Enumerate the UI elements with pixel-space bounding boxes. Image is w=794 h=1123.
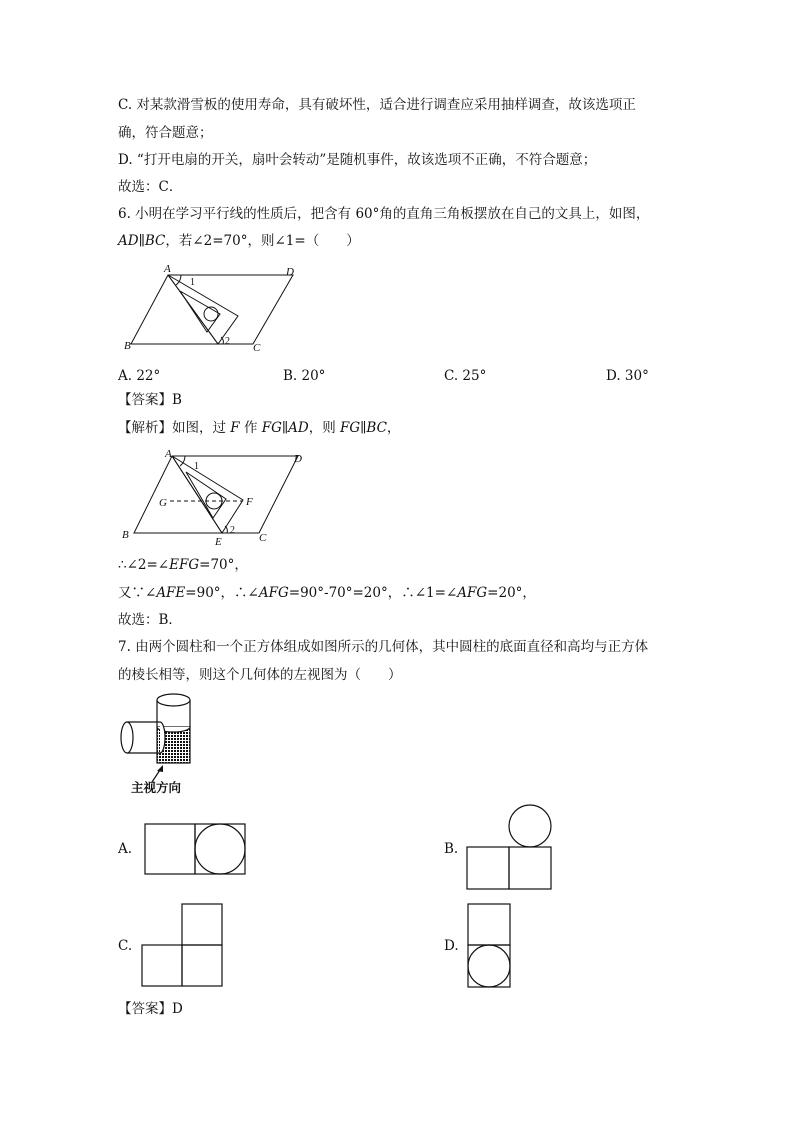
q6-step2-a: 又∵∠ <box>118 585 157 601</box>
q7-option-a-label: A. <box>118 841 133 857</box>
q6-step2-c: =90°-70°=20°，∴∠1=∠ <box>288 585 458 601</box>
q6-analysis-fg-bc: FG∥BC <box>340 420 387 436</box>
q6-fig2-label-b: B <box>122 529 129 541</box>
q6-fig2-label-f: F <box>246 496 253 508</box>
q6-step2-d: =20°， <box>487 585 536 601</box>
q6-option-c: C. 25° <box>444 368 487 384</box>
q6-option-a: A. 22° <box>118 368 161 384</box>
q6-stem-ad: AD <box>118 233 139 249</box>
q6-fig2-label-g: G <box>159 497 167 509</box>
q6-step1-pre: ∴∠2=∠ <box>118 557 170 573</box>
q7-d-square-top <box>468 904 510 945</box>
q6-stem-rest: ，若∠2=70°，则∠1=（ ） <box>165 233 360 249</box>
q7-answer: 【答案】D <box>118 1001 183 1017</box>
q6-option-b: B. 20° <box>283 368 326 384</box>
line-c-option-1: C. 对某款滑雪板的使用寿命，具有破坏性，适合进行调查应采用抽样调查，故该选项正 <box>118 97 636 113</box>
prev-selection: 故选：C． <box>118 179 183 195</box>
q7-d-circle <box>468 945 510 987</box>
q6-answer: 【答案】B <box>118 392 182 408</box>
q6-fig2-label-e: E <box>215 536 222 548</box>
q6-fig2-label-c: C <box>259 532 267 544</box>
q6-analysis-mid: 作 <box>239 420 262 436</box>
q6-step1-post: =70°， <box>199 557 248 573</box>
q7-stem-line-2: 的棱长相等，则这个几何体的左视图为（ ） <box>118 667 402 683</box>
q7-stem-line-1: 7. 由两个圆柱和一个正方体组成如图所示的几何体，其中圆柱的底面直径和高均与正方体 <box>118 639 649 655</box>
q6-stem-parallel: ∥ <box>138 233 145 249</box>
q6-analysis-f: F <box>230 420 240 436</box>
q6-step1-efg: EFG <box>169 557 200 573</box>
q6-fig1-label-a: A <box>164 263 171 275</box>
q6-analysis-head: 【解析】如图，过 <box>118 420 231 436</box>
q7-option-d-label: D. <box>444 938 459 954</box>
q7-view-direction-label: 主视方向 <box>131 780 182 795</box>
q6-fig1-label-1: 1 <box>190 277 195 288</box>
q6-selection: 故选：B． <box>118 612 182 628</box>
q6-analysis-fg-ad: FG∥AD <box>261 420 309 436</box>
q6-analysis-end: ， <box>386 420 401 436</box>
q6-step2-afe: AFE <box>156 585 186 601</box>
q6-fig1-label-c: C <box>253 342 261 354</box>
line-c-option-2: 确，符合题意； <box>118 125 213 141</box>
q6-step2-b: =90°，∴∠ <box>185 585 259 601</box>
q6-fig2-label-a: A <box>165 448 172 460</box>
q6-step2-afg-1: AFG <box>258 585 289 601</box>
q6-fig1-label-b: B <box>124 340 131 352</box>
q6-stem-bc: BC <box>144 233 166 249</box>
q6-fig2-label-d: D <box>294 453 302 465</box>
q6-fig1-label-d: D <box>286 266 294 278</box>
line-d-option: D. “打开电扇的开关，扇叶会转动”是随机事件，故该选项不正确，不符合题意； <box>118 152 597 168</box>
q6-fig2-label-1: 1 <box>194 461 199 472</box>
q6-option-d: D. 30° <box>606 368 649 384</box>
q7-option-c-label: C. <box>118 938 133 954</box>
q6-analysis-then: ，则 <box>308 420 341 436</box>
q7-option-b-label: B. <box>444 841 459 857</box>
q6-stem-line-1: 6. 小明在学习平行线的性质后，把含有 60°角的直角三角板摆放在自己的文具上，如图， <box>118 206 650 222</box>
q6-fig2-label-2: 2 <box>230 525 235 536</box>
q6-step2-afg-2: AFG <box>457 585 488 601</box>
q6-fig1-label-2: 2 <box>225 336 230 347</box>
